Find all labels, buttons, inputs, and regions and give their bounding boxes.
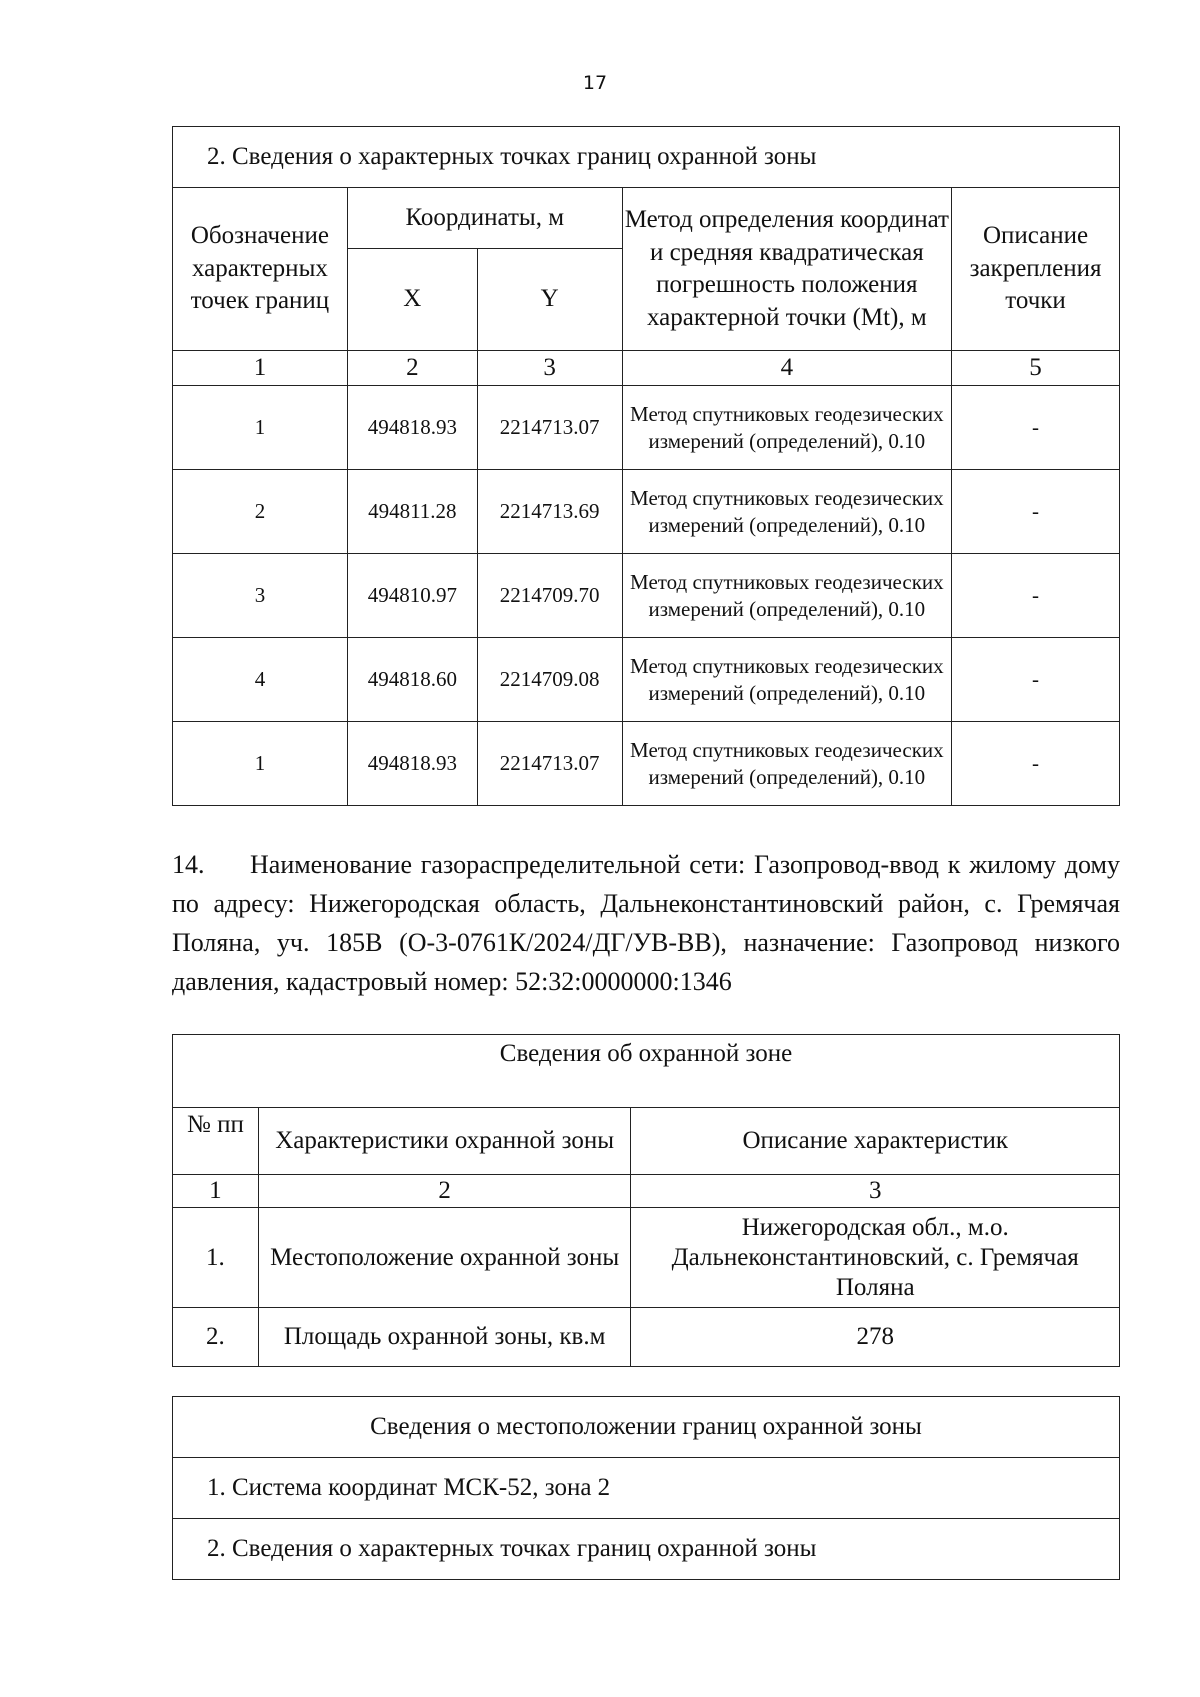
coord-y: 2214709.08 — [477, 638, 622, 722]
value-cell: Нижегородская обл., м.о. Дальнеконстантиновский, с. Гремячая Поляна — [631, 1208, 1120, 1308]
point-id: 1 — [173, 386, 348, 470]
point-id: 4 — [173, 638, 348, 722]
column-number: 1 — [173, 351, 348, 386]
fixing-cell: - — [952, 386, 1120, 470]
row-number: 1. — [173, 1208, 259, 1308]
coord-x: 494818.60 — [347, 638, 477, 722]
boundary-points-item: 2. Сведения о характерных точках границ охранной зоны — [173, 1519, 1120, 1580]
column-number: 3 — [477, 351, 622, 386]
point-id: 1 — [173, 722, 348, 806]
table-row — [173, 386, 1120, 470]
coord-x: 494818.93 — [347, 386, 477, 470]
coord-y: 2214709.70 — [477, 554, 622, 638]
coord-x: 494811.28 — [347, 470, 477, 554]
column-number: 4 — [622, 351, 951, 386]
column-numbers-row — [173, 351, 1120, 386]
column-number: 2 — [347, 351, 477, 386]
header-fixing-description: Описание закрепления точки — [952, 188, 1120, 351]
header-method: Метод определения координат и средняя квадратическая погрешность положения характерной точки (Mt), м — [622, 188, 951, 351]
table-caption: Сведения об охранной зоне — [173, 1035, 1120, 1108]
table-caption: 2. Сведения о характерных точках границ охранной зоны — [173, 127, 1120, 188]
header-characteristic: Характеристики охранной зоны — [258, 1108, 631, 1175]
column-numbers-row — [173, 1175, 1120, 1208]
coord-y: 2214713.69 — [477, 470, 622, 554]
column-number: 3 — [631, 1175, 1120, 1208]
table-row — [173, 470, 1120, 554]
zone-info-table — [172, 1034, 1120, 1367]
table-caption: Сведения о местоположении границ охранной зоны — [173, 1397, 1120, 1458]
coord-y: 2214713.07 — [477, 386, 622, 470]
table-row — [173, 638, 1120, 722]
page-number: 17 — [582, 72, 608, 94]
table-row — [173, 1208, 1120, 1308]
method-cell: Метод спутниковых геодезических измерений (определений), 0.10 — [622, 722, 951, 806]
point-id: 3 — [173, 554, 348, 638]
method-cell: Метод спутниковых геодезических измерений (определений), 0.10 — [622, 638, 951, 722]
value-cell: 278 — [631, 1308, 1120, 1367]
section-14-paragraph — [172, 845, 1120, 1001]
header-x: X — [347, 249, 477, 351]
header-designation: Обозначение характерных точек границ — [173, 188, 348, 351]
section-number: 14. — [172, 850, 205, 879]
fixing-cell: - — [952, 470, 1120, 554]
coord-x: 494818.93 — [347, 722, 477, 806]
coordinate-system-item: 1. Система координат МСК-52, зона 2 — [173, 1458, 1120, 1519]
column-number: 2 — [258, 1175, 631, 1208]
method-cell: Метод спутниковых геодезических измерений (определений), 0.10 — [622, 386, 951, 470]
section-text: Наименование газораспределительной сети: Газопровод-ввод к жилому дому по адресу: Нижегородская область, Дальнеконстантиновский район, с. Гремячая Поляна, уч. 185В (О-3-0761К/2024/ДГ/УВ-ВВ), назначение: Газопровод низкого давления, кадастровый номер: 52:32:0000000:1346 — [172, 850, 1120, 996]
method-cell: Метод спутниковых геодезических измерений (определений), 0.10 — [622, 554, 951, 638]
header-description: Описание характеристик — [631, 1108, 1120, 1175]
method-cell: Метод спутниковых геодезических измерений (определений), 0.10 — [622, 470, 951, 554]
location-table — [172, 1396, 1120, 1580]
boundary-points-table — [172, 126, 1120, 806]
coord-y: 2214713.07 — [477, 722, 622, 806]
point-id: 2 — [173, 470, 348, 554]
column-number: 1 — [173, 1175, 259, 1208]
table-row — [173, 1308, 1120, 1367]
table-row — [173, 722, 1120, 806]
fixing-cell: - — [952, 722, 1120, 806]
header-no: № пп — [173, 1108, 259, 1175]
characteristic-cell: Местоположение охранной зоны — [258, 1208, 631, 1308]
coord-x: 494810.97 — [347, 554, 477, 638]
characteristic-cell: Площадь охранной зоны, кв.м — [258, 1308, 631, 1367]
header-coordinates: Координаты, м — [347, 188, 622, 249]
fixing-cell: - — [952, 554, 1120, 638]
header-y: Y — [477, 249, 622, 351]
table-row — [173, 554, 1120, 638]
fixing-cell: - — [952, 638, 1120, 722]
row-number: 2. — [173, 1308, 259, 1367]
column-number: 5 — [952, 351, 1120, 386]
